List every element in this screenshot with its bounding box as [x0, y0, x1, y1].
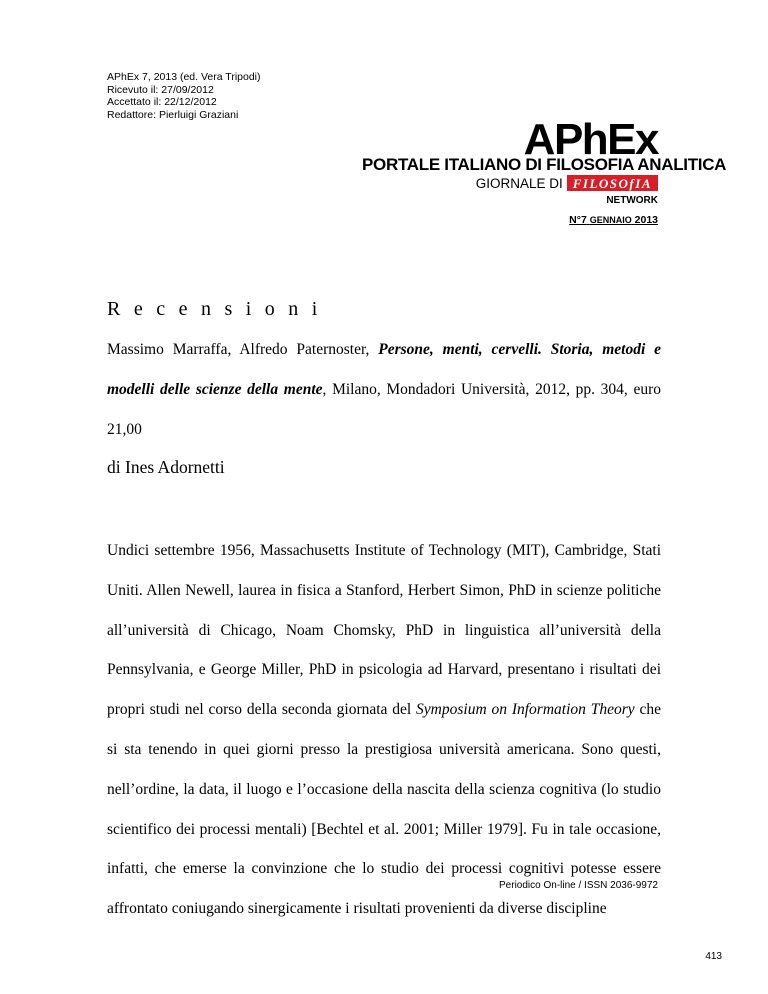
page-number: 413	[705, 951, 722, 962]
book-title: Persone, menti, cervelli. Storia, metodi e modelli delle scienze della mente	[107, 341, 661, 398]
issue-year: 2013	[634, 214, 658, 226]
section-title: Recensioni	[107, 298, 331, 320]
reviewer-name: di Ines Adornetti	[107, 457, 225, 477]
issn-footer: Periodico On-line / ISSN 2036-9972	[499, 880, 658, 891]
accepted-date: Accettato il: 22/12/2012	[107, 96, 217, 108]
review-paragraph	[107, 531, 661, 929]
book-citation	[107, 330, 661, 449]
editor-line: Redattore: Pierluigi Graziani	[107, 108, 239, 121]
aphex-logo-title: APhEx	[523, 115, 658, 164]
issue-line: APhEx 7, 2013 (ed. Vera Tripodi)	[107, 71, 261, 83]
issue-month: GENNAIO	[589, 215, 632, 225]
aphex-logo-subtitle: PORTALE ITALIANO DI FILOSOFIA ANALITICA	[362, 155, 727, 174]
giornale-label: GIORNALE DI	[475, 175, 563, 191]
paragraph-text-2: che si sta tenendo in quei giorni presso la prestigiosa università americana. Sono questi, nell’ordine, la data, il luogo e l’occasione della nascita della scienza cognitiva (lo studio scientifico dei processi mentali) [Bechtel et al. 2001; Miller 1979]. Fu in tale occasione, infatti, che emerse la convinzione che lo studio dei processi cognitivi potesse essere affrontato coniugando sinergicamente i risultati provenienti da diverse discipline	[107, 701, 662, 918]
issue-number	[569, 214, 658, 226]
symposium-title: Symposium on Information Theory	[416, 701, 635, 719]
book-publication: , Milano, Mondadori Università, 2012, pp. 304, euro 21,00	[107, 380, 661, 438]
giornale-di-filosofia-logo	[476, 175, 658, 191]
paragraph-text-1: Undici settembre 1956, Massachusetts Institute of Technology (MIT), Cambridge, Stati Uniti. Allen Newell, laurea in fisica a Stanford, Herbert Simon, PhD in scienze politiche all’università di Chicago, Noam Chomsky, PhD in linguistica all’università della Pennsylvania, e George Miller, PhD in psicologia ad Harvard, presentano i risultati dei propri studi nel corso della seconda giornata del	[107, 542, 661, 719]
book-authors: Massimo Marraffa, Alfredo Paternoster,	[107, 341, 370, 358]
issue-no: N°7	[569, 214, 587, 226]
article-metadata	[107, 71, 261, 121]
received-date: Ricevuto il: 27/09/2012	[107, 83, 214, 96]
filosofia-badge: FILOSOfIA	[567, 175, 658, 191]
network-label: NETWORK	[606, 195, 658, 206]
